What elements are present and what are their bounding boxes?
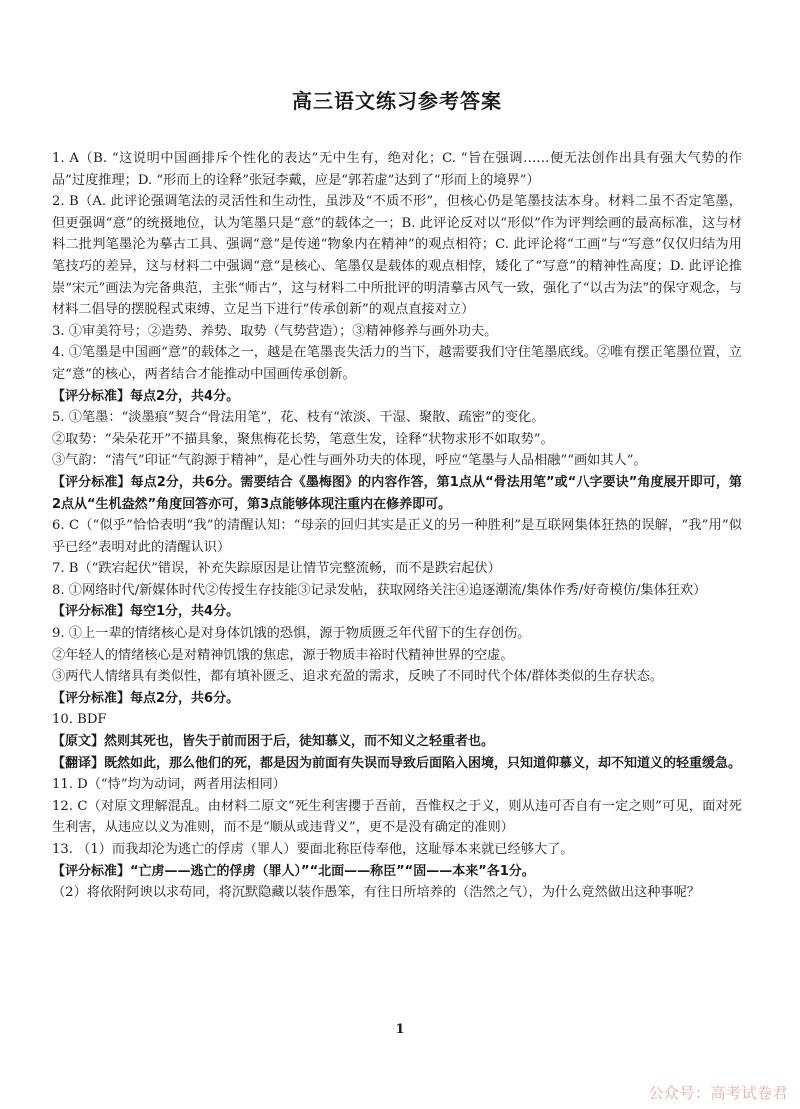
answer-paragraph: 11. D（“恃”均为动词，两者用法相同） xyxy=(52,777,286,793)
answer-paragraph: 7. B（“跌宕起伏”错误，补充失踪原因是让情节完整流畅，而不是跌宕起伏） xyxy=(52,561,501,577)
page-title: 高三语文练习参考答案 xyxy=(292,89,502,113)
answer-paragraph: 9. ①上一辈的情绪核心是对身体饥饿的恐惧，源于物质匮乏年代留下的生存创伤。 xyxy=(52,626,531,642)
answer-paragraph: 8. ①网络时代/新媒体时代②传授生存技能③记录发帖，获取网络关注④追逐潮流/集体作秀/好奇模仿/集体狂欢） xyxy=(52,582,707,598)
scoring-note: 【原文】然则其死也，皆失于前而困于后，徒知慕义，而不知义之轻重者也。 xyxy=(52,734,495,750)
answer-paragraph: ③气韵：“清气”印证“气韵源于精神”，是心性与画外功夫的体现，呼应“笔墨与人品相融”“画如其人”。 xyxy=(52,453,647,469)
answer-paragraph: 6. C（“似乎”恰恰表明“我”的清醒认知：“母亲的回归其实是正义的另一种胜利”是互联网集体狂热的误解，“我”用“似乎已经”表明对此的清醒认识） xyxy=(52,518,742,555)
answer-paragraph: ②取势：“朵朵花开”不描具象，聚焦梅花长势，笔意生发，诠释“状物求形不如取势”。 xyxy=(52,431,554,447)
answer-paragraph: ③两代人情绪具有类似性，都有填补匮乏、追求充盈的需求，反映了不同时代个体/群体类似的生存状态。 xyxy=(52,669,664,685)
answer-content xyxy=(52,148,742,904)
answer-paragraph: 4. ①笔墨是中国画“意”的载体之一，越是在笔墨丧失活力的当下，越需要我们守住笔墨底线。②唯有摆正笔墨位置，立定“意”的核心，两者结合才能推动中国画传承创新。 xyxy=(52,345,742,382)
scoring-note: 【评分标准】每点2分，共6分。需要结合《墨梅图》的内容作答，第1点从“骨法用笔”或“八字要诀”角度展开即可，第2点从“生机盎然”角度回答亦可，第3点能够体现注重内在修养即可。 xyxy=(52,474,742,512)
scoring-note: 【翻译】既然如此，那么他们的死，都是因为前面有失误而导致后面陷入困境，只知道仰慕义，却不知道义的轻重缓急。 xyxy=(52,755,742,771)
answer-paragraph: ②年轻人的情绪核心是对精神饥饿的焦虑，源于物质丰裕时代精神世界的空虚。 xyxy=(52,647,514,663)
answer-paragraph: 12. C（对原文理解混乱。由材料二原文“死生利害攖于吾前，吾惟权之于义，则从违可否自有一定之则”可见，面对死生利害，从违应以义为准则，而不是“顺从或违背义”，更不是没有确定的准则） xyxy=(52,798,742,836)
answer-paragraph: 10. BDF xyxy=(52,712,107,728)
watermark: 公众号：高考试卷君 xyxy=(648,1084,788,1102)
answer-paragraph: 3. ①审美符号；②造势、养势、取势（气势营造）；③精神修养与画外功夫。 xyxy=(52,323,498,339)
scoring-note: 【评分标准】“亡虏——逃亡的俘虏（罪人）”“北面——称臣”“固——本来”各1分。 xyxy=(52,863,535,879)
answer-paragraph: 2. B（A. 此评论强调笔法的灵活性和生动性，虽涉及“不质不形”，但核心仍是笔墨技法本身。材料二虽不否定笔墨，但更强调“意”的统摄地位，认为笔墨只是“意”的载体之一；B. 此评论反对以“形似”作为评判绘画的最高标准，这与材料二批判笔墨沦为摹古工具、强调“意”是传递“物象内在精神”的观点相符；C. 此评论将“工画”与“写意”仅仅归结为用笔技巧的差异，这与材料二中强调“意”是核心、笔墨仅是载体的观点相悖，矮化了“写意”的精神性高度；D. 此评论推崇“宋元”画法为完备典范，主张“师古”，这与材料二中所批评的明清摹古风气一致，强化了“以古为法”的保守观念，与材料二倡导的摆脱程式束缚、立足当下进行“传承创新”的观点直接对立） xyxy=(52,194,742,318)
answer-paragraph: 13. （1）而我却沦为逃亡的俘虏（罪人）要面北称臣侍奉他，这耻辱本来就已经够大了。 xyxy=(52,842,574,857)
answer-paragraph: 5. ①笔墨：“淡墨痕”契合“骨法用笔”，花、枝有“浓淡、干湿、聚散、疏密”的变化。 xyxy=(52,410,545,426)
answer-paragraph: 1. A（B. “这说明中国画排斥个性化的表达”无中生有，绝对化；C. “旨在强调……便无法创作出具有强大气势的作品”过度推理；D. “形而上的诠释”张冠李戴，应是“郭若虚”达到了“形而上的境界”） xyxy=(52,151,742,188)
answer-paragraph: （2）将依附阿谀以求苟同，将沉默隐藏以装作愚笨，有往日所培养的（浩然之气），为什么竟然做出这种事呢？ xyxy=(52,885,700,901)
scoring-note: 【评分标准】每点2分，共4分。 xyxy=(52,388,240,404)
scoring-note: 【评分标准】每点2分，共6分。 xyxy=(52,690,240,706)
scoring-note: 【评分标准】每空1分，共4分。 xyxy=(52,604,240,620)
page-number: 1 xyxy=(395,1022,405,1037)
